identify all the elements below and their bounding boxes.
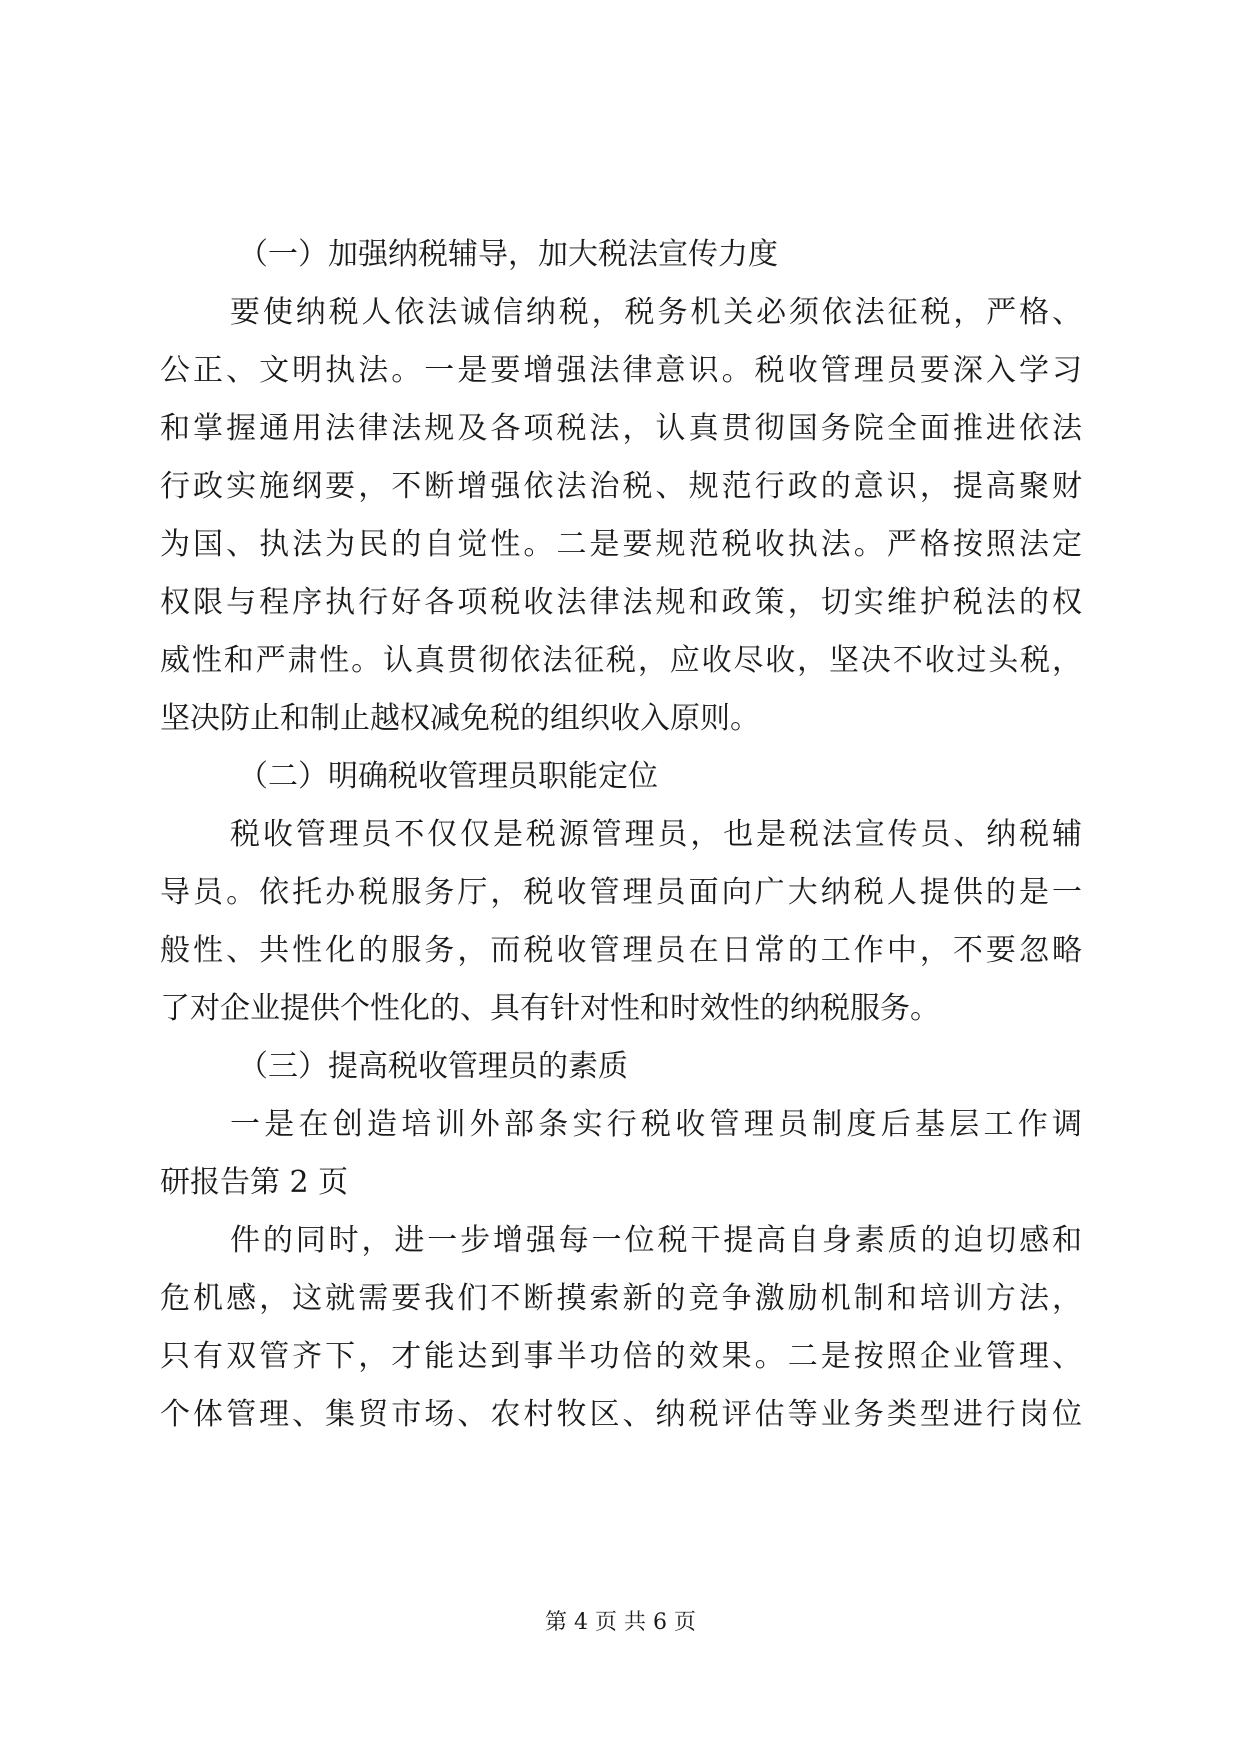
paragraph-line: 一是在创造培训外部条实行税收管理员制度后基层工作调 [230, 1107, 1082, 1142]
page-footer: 第 4 页 共 6 页 [545, 1610, 696, 1635]
section-heading-1: （一）加强纳税辅导，加大税法宣传力度 [238, 237, 778, 272]
paragraph-line: 和掌握通用法律法规及各项税法，认真贯彻国务院全面推进依法 [160, 411, 1082, 446]
section-heading-2: （二）明确税收管理员职能定位 [238, 759, 658, 794]
document-body [160, 226, 1082, 1444]
paragraph-line: 件的同时，进一步增强每一位税干提高自身素质的迫切感和 [230, 1223, 1082, 1258]
paragraph-line: 个体管理、集贸市场、农村牧区、纳税评估等业务类型进行岗位 [160, 1397, 1082, 1432]
paragraph-line: 公正、文明执法。一是要增强法律意识。税收管理员要深入学习 [160, 353, 1082, 388]
paragraph-line: 行政实施纲要，不断增强依法治税、规范行政的意识，提高聚财 [160, 469, 1082, 504]
paragraph-line: 坚决防止和制止越权减免税的组织收入原则。 [160, 701, 760, 736]
paragraph-line: 导员。依托办税服务厅，税收管理员面向广大纳税人提供的是一 [160, 875, 1082, 910]
paragraph-line: 了对企业提供个性化的、具有针对性和时效性的纳税服务。 [160, 991, 940, 1026]
paragraph-line: 要使纳税人依法诚信纳税，税务机关必须依法征税，严格、 [230, 295, 1082, 330]
paragraph-line: 威性和严肃性。认真贯彻依法征税，应收尽收，坚决不收过头税， [160, 643, 1082, 678]
paragraph-line: 只有双管齐下，才能达到事半功倍的效果。二是按照企业管理、 [160, 1339, 1082, 1374]
paragraph-line: 权限与程序执行好各项税收法律法规和政策，切实维护税法的权 [160, 585, 1082, 620]
paragraph-line: 为国、执法为民的自觉性。二是要规范税收执法。严格按照法定 [160, 527, 1082, 562]
section-heading-3: （三）提高税收管理员的素质 [238, 1049, 628, 1084]
paragraph-line: 般性、共性化的服务，而税收管理员在日常的工作中，不要忽略 [160, 933, 1082, 968]
paragraph-line: 税收管理员不仅仅是税源管理员，也是税法宣传员、纳税辅 [230, 817, 1082, 852]
paragraph-line: 危机感，这就需要我们不断摸索新的竞争激励机制和培训方法， [160, 1281, 1082, 1316]
paragraph-line: 研报告第 2 页 [160, 1165, 349, 1200]
